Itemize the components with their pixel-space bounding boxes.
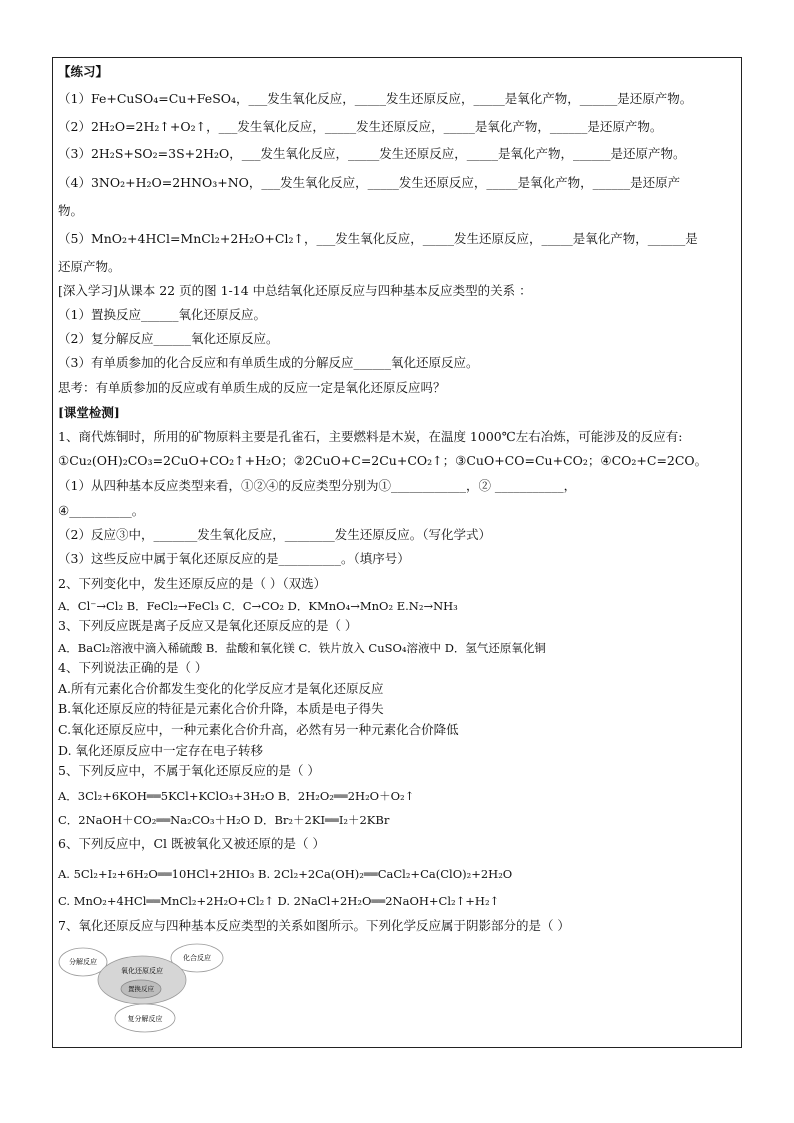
practice-item-5: （5）MnO₂+4HCl=MnCl₂+2H₂O+Cl₂↑，___发生氧化反应，_____发生还原反应，_____是氧化产物，______是 (58, 231, 698, 246)
q4-stem: 4、下列说法正确的是（ ） (58, 660, 208, 675)
deep-study-q1: （1）置换反应______氧化还原反应。 (58, 307, 266, 322)
q1-part-1: （1）从四种基本反应类型来看，①②④的反应类型分别为①____________，② ___________， (58, 478, 577, 493)
q5-options-cd: C．2NaOH＋CO₂══Na₂CO₃＋H₂O D．Br₂＋2KI══I₂＋2KBr (58, 813, 390, 827)
q5-options-ab: A．3Cl₂+6KOH══5KCl+KClO₃+3H₂O B．2H₂O₂══2H₂O＋O₂↑ (58, 789, 415, 803)
check-header: [课堂检测] (58, 405, 120, 420)
q1-reactions: ①Cu₂(OH)₂CO₃=2CuO+CO₂↑+H₂O；②2CuO+C=2Cu+CO₂↑；③CuO+CO=Cu+CO₂；④CO₂+C=2CO。 (58, 453, 708, 468)
deep-study-q3: （3）有单质参加的化合反应和有单质生成的分解反应______氧化还原反应。 (58, 355, 479, 370)
q6-options-ab: A. 5Cl₂+I₂+6H₂O══10HCl+2HIO₃ B. 2Cl₂+2Ca(OH)₂══CaCl₂+Ca(ClO)₂+2H₂O (58, 867, 513, 881)
deep-study-header: [深入学习]从课本 22 页的图 1-14 中总结氧化还原反应与四种基本反应类型的关系 ： (58, 283, 532, 298)
practice-item-1: （1）Fe+CuSO₄=Cu+FeSO₄，___发生氧化反应，_____发生还原反应，_____是氧化产物，______是还原产物。 (58, 91, 693, 106)
q2-stem: 2、下列变化中，发生还原反应的是（ ）（双选） (58, 576, 327, 591)
q3-stem: 3、下列反应既是离子反应又是氧化还原反应的是（ ） (58, 618, 358, 633)
q7-stem: 7、氧化还原反应与四种基本反应类型的关系如图所示。下列化学反应属于阴影部分的是（ ） (58, 918, 570, 933)
decomposition-label: 分解反应 (69, 958, 97, 966)
practice-header: 【练习】 (58, 64, 109, 79)
replacement-label: 置换反应 (128, 985, 154, 993)
q1-part-2: （2）反应③中，_______发生氧化反应，________发生还原反应。（写化学式） (58, 527, 491, 542)
redox-label: 氧化还原反应 (121, 967, 163, 975)
q6-stem: 6、下列反应中，Cl 既被氧化又被还原的是（ ） (58, 836, 325, 851)
practice-item-2: （2）2H₂O=2H₂↑+O₂↑，___发生氧化反应，_____发生还原反应，_____是氧化产物，______是还原产物。 (58, 119, 663, 134)
practice-item-4: （4）3NO₂+H₂O=2HNO₃+NO，___发生氧化反应，_____发生还原反应，_____是氧化产物，______是还原产 (58, 175, 681, 190)
practice-item-3: （3）2H₂S+SO₂=3S+2H₂O，___发生氧化反应，_____发生还原反应，_____是氧化产物，______是还原产物。 (58, 146, 686, 161)
double-decomposition-label: 复分解反应 (127, 1015, 163, 1023)
q3-options: A．BaCl₂溶液中滴入稀硫酸 B．盐酸和氧化镁 C．铁片放入 CuSO₄溶液中 D．氢气还原氧化铜 (58, 641, 546, 655)
q4-option-b: B.氧化还原反应的特征是元素化合价升降，本质是电子得失 (58, 701, 384, 716)
reaction-types-diagram (57, 942, 229, 1034)
combination-label: 化合反应 (183, 954, 211, 962)
q5-stem: 5、下列反应中，不属于氧化还原反应的是（ ） (58, 763, 320, 778)
q4-option-c: C.氧化还原反应中，一种元素化合价升高，必然有另一种元素化合价降低 (58, 722, 459, 737)
practice-item-4-cont: 物。 (58, 203, 84, 218)
q1-part-1-cont: ④__________。 (58, 503, 145, 518)
q2-options: A．Cl⁻→Cl₂ B．FeCl₂→FeCl₃ C．C→CO₂ D．KMnO₄→MnO₂ E.N₂→NH₃ (58, 599, 458, 613)
q6-options-cd: C. MnO₂+4HCl══MnCl₂+2H₂O+Cl₂↑ D. 2NaCl+2H₂O══2NaOH+Cl₂↑+H₂↑ (58, 894, 500, 908)
q1-part-3: （3）这些反应中属于氧化还原反应的是__________。（填序号） (58, 551, 410, 566)
practice-item-5-cont: 还原产物。 (58, 259, 121, 274)
q1-stem: 1、商代炼铜时，所用的矿物原料主要是孔雀石，主要燃料是木炭，在温度 1000℃左右冶炼，可能涉及的反应有: (58, 429, 683, 444)
deep-study-q2: （2）复分解反应______氧化还原反应。 (58, 331, 279, 346)
deep-study-think: 思考：有单质参加的反应或有单质生成的反应一定是氧化还原反应吗？ (58, 380, 446, 395)
q4-option-d: D. 氧化还原反应中一定存在电子转移 (58, 743, 264, 758)
q4-option-a: A.所有元素化合价都发生变化的化学反应才是氧化还原反应 (58, 681, 384, 696)
